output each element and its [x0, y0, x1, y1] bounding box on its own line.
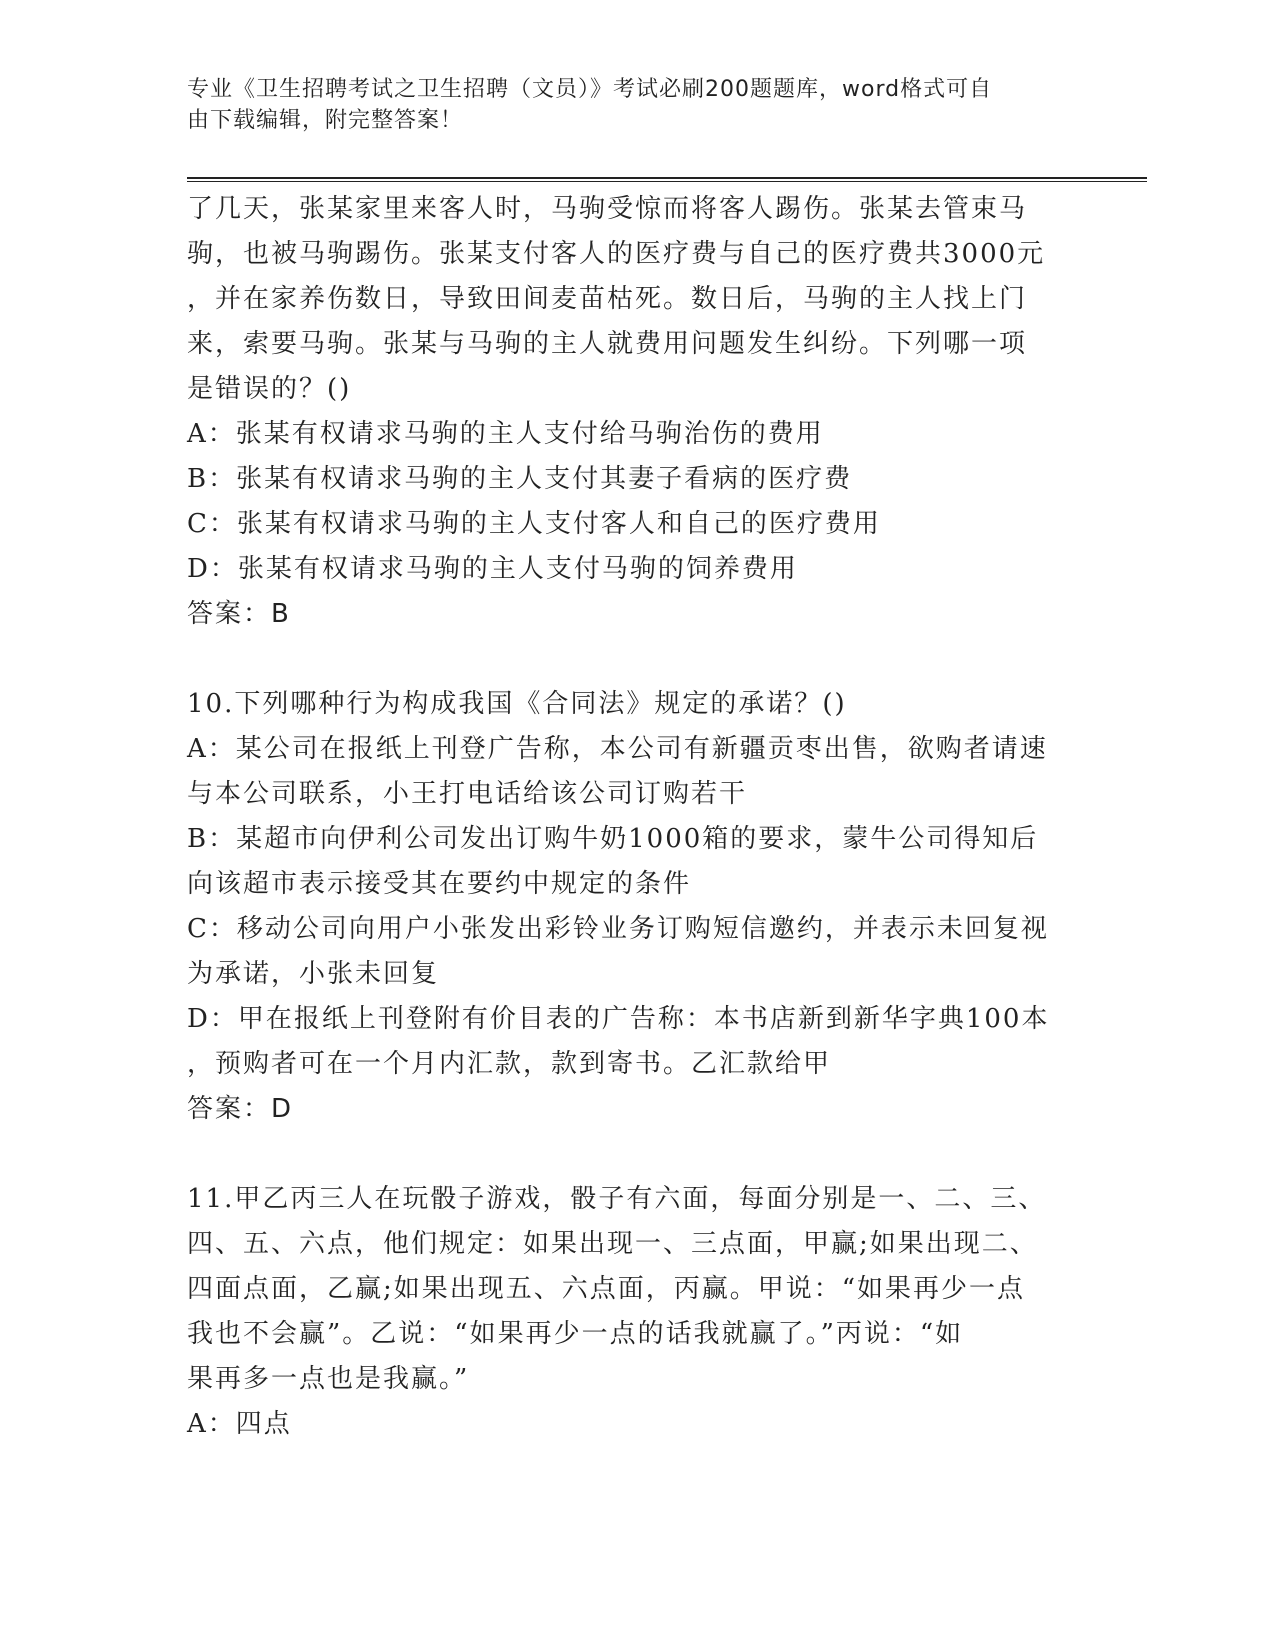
option-d-line-1: D：甲在报纸上刊登附有价目表的广告称：本书店新到新华字典100本 — [187, 1004, 1050, 1034]
question-text-line: 是错误的？() — [187, 374, 352, 404]
answer: 答案：B — [187, 599, 291, 629]
question-text-line: 四面点面，乙赢;如果出现五、六点面，丙赢。甲说：“如果再少一点 — [187, 1274, 1026, 1304]
option-b-line-1: B：某超市向伊利公司发出订购牛奶1000箱的要求，蒙牛公司得知后 — [187, 824, 1039, 854]
option-c: C：张某有权请求马驹的主人支付客人和自己的医疗费用 — [187, 509, 881, 539]
question-9 — [187, 187, 1067, 637]
question-text-line: 11.甲乙丙三人在玩骰子游戏，骰子有六面，每面分别是一、二、三、 — [187, 1184, 1047, 1214]
option-c-line-1: C：移动公司向用户小张发出彩铃业务订购短信邀约，并表示未回复视 — [187, 914, 1049, 944]
option-c-line-2: 为承诺，小张未回复 — [187, 959, 440, 989]
question-10 — [187, 682, 1067, 1132]
question-text-line: 驹，也被马驹踢伤。张某支付客人的医疗费与自己的医疗费共3000元 — [187, 239, 1046, 269]
header-rule-thin — [187, 181, 1147, 182]
question-text-line: 果再多一点也是我赢。” — [187, 1364, 470, 1394]
question-text-line: 来，索要马驹。张某与马驹的主人就费用问题发生纠纷。下列哪一项 — [187, 329, 1028, 359]
option-a-line-2: 与本公司联系，小王打电话给该公司订购若干 — [187, 779, 748, 809]
header-line-1: 专业《卫生招聘考试之卫生招聘（文员）》考试必刷200题题库，word格式可自 — [187, 77, 993, 102]
header-line-2: 由下载编辑，附完整答案！ — [187, 108, 464, 133]
option-d: D：张某有权请求马驹的主人支付马驹的饲养费用 — [187, 554, 798, 584]
option-b-line-2: 向该超市表示接受其在要约中规定的条件 — [187, 869, 692, 899]
document-header — [187, 74, 1067, 136]
question-text-line: ，并在家养伤数日，导致田间麦苗枯死。数日后，马驹的主人找上门 — [187, 284, 1028, 314]
answer: 答案：D — [187, 1094, 294, 1124]
document-body — [187, 187, 1067, 1447]
question-text-line: 我也不会赢”。乙说：“如果再少一点的话我就赢了。”丙说：“如 — [187, 1319, 964, 1349]
option-a-line-1: A：某公司在报纸上刊登广告称，本公司有新疆贡枣出售，欲购者请速 — [187, 734, 1048, 764]
question-text-line: 四、五、六点，他们规定：如果出现一、三点面，甲赢;如果出现二、 — [187, 1229, 1038, 1259]
option-a: A：张某有权请求马驹的主人支付给马驹治伤的费用 — [187, 419, 824, 449]
question-text-line: 了几天，张某家里来客人时，马驹受惊而将客人踢伤。张某去管束马 — [187, 194, 1028, 224]
question-stem: 10.下列哪种行为构成我国《合同法》规定的承诺？() — [187, 689, 847, 719]
header-rule-thick — [187, 177, 1147, 179]
option-b: B：张某有权请求马驹的主人支付其妻子看病的医疗费 — [187, 464, 853, 494]
option-a: A：四点 — [187, 1409, 292, 1439]
question-11 — [187, 1177, 1067, 1447]
option-d-line-2: ，预购者可在一个月内汇款，款到寄书。乙汇款给甲 — [187, 1049, 832, 1079]
